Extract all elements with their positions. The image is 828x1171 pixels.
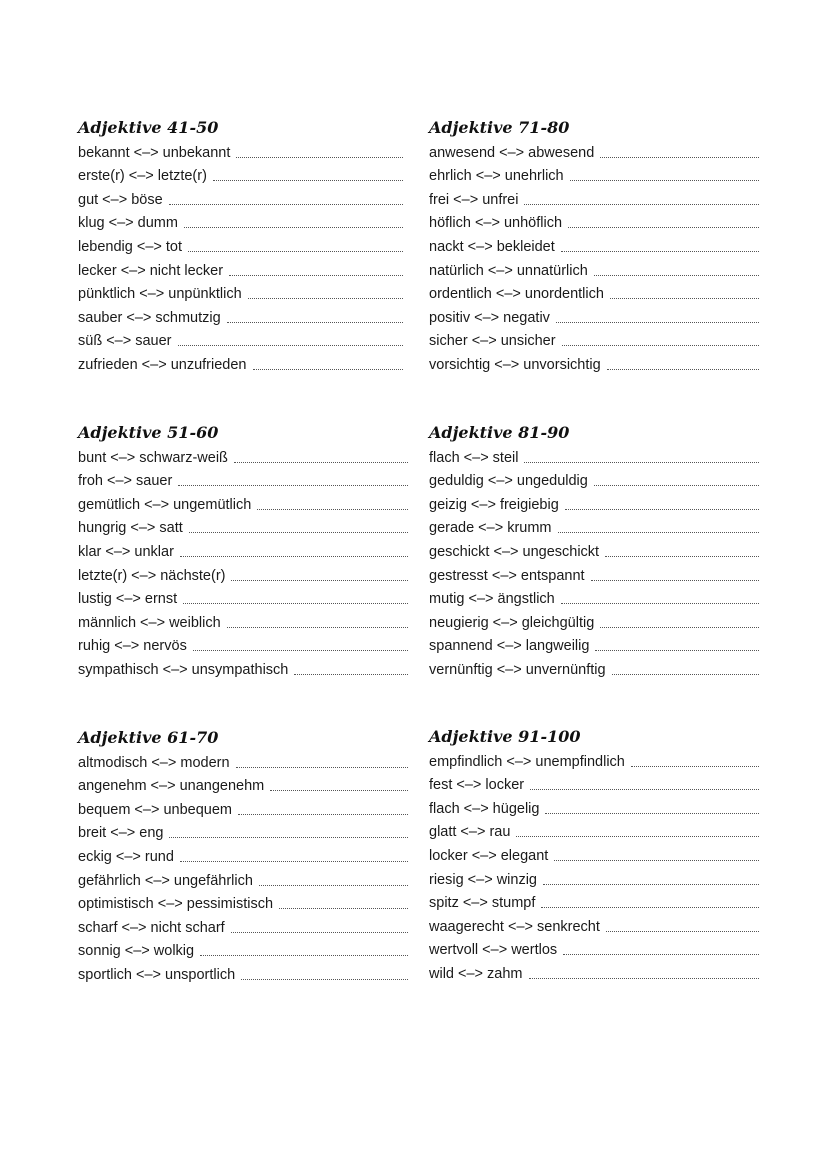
entry-text: klug <–> dumm	[78, 215, 178, 232]
answer-line	[279, 907, 408, 909]
answer-line	[213, 179, 403, 181]
entry	[429, 585, 759, 609]
entry	[429, 209, 759, 233]
entry	[78, 866, 408, 890]
entry	[78, 655, 408, 679]
entry	[429, 303, 759, 327]
answer-line	[248, 297, 403, 299]
entry	[78, 561, 408, 585]
entry	[429, 514, 759, 538]
entry-text: empfindlich <–> unempfindlich	[429, 753, 625, 770]
entry-text: gestresst <–> entspannt	[429, 567, 585, 584]
entry-text: ehrlich <–> unehrlich	[429, 168, 564, 185]
entry-text: lecker <–> nicht lecker	[78, 262, 224, 279]
answer-line	[570, 179, 759, 181]
answer-line	[180, 860, 408, 862]
answer-line	[188, 250, 403, 252]
entry-text: erste(r) <–> letzte(r)	[78, 168, 207, 185]
entry	[429, 794, 759, 818]
answer-line	[530, 788, 759, 790]
entry-text: gemütlich <–> ungemütlich	[78, 496, 252, 513]
entry	[429, 443, 759, 467]
entry	[78, 256, 403, 280]
entry	[78, 443, 408, 467]
answer-line	[541, 906, 759, 908]
answer-line	[178, 344, 404, 346]
answer-line	[227, 321, 403, 323]
entry	[78, 467, 408, 491]
entry-text: bequem <–> unbequem	[78, 801, 232, 818]
entry-text: gefährlich <–> ungefährlich	[78, 872, 253, 889]
entry-text: süß <–> sauer	[78, 333, 172, 350]
entry-text: riesig <–> winzig	[429, 871, 537, 888]
answer-line	[200, 954, 408, 956]
entry	[429, 608, 759, 632]
section-adjektive-41-50	[78, 118, 403, 374]
entry-text: spannend <–> langweilig	[429, 638, 590, 655]
entry-text: locker <–> elegant	[429, 847, 549, 864]
entry	[78, 842, 408, 866]
entry	[429, 771, 759, 795]
entry	[429, 138, 759, 162]
answer-line	[591, 579, 759, 581]
entry	[429, 185, 759, 209]
answer-line	[606, 930, 759, 932]
section-title: Adjektive 71-80	[429, 118, 570, 137]
entry	[429, 232, 759, 256]
answer-line	[562, 344, 759, 346]
entry	[429, 841, 759, 865]
entry-text: eckig <–> rund	[78, 848, 174, 865]
entry	[78, 937, 408, 961]
answer-line	[259, 884, 408, 886]
answer-line	[607, 368, 759, 370]
entry	[78, 632, 408, 656]
entry-text: nackt <–> bekleidet	[429, 238, 555, 255]
entry	[429, 936, 759, 960]
answer-line	[600, 626, 759, 628]
entry	[78, 585, 408, 609]
entry-text: geschickt <–> ungeschickt	[429, 543, 600, 560]
answer-line	[595, 649, 759, 651]
entry-text: bunt <–> schwarz-weiß	[78, 449, 228, 466]
entry	[78, 960, 408, 984]
entry	[78, 350, 403, 374]
entry	[78, 913, 408, 937]
entry	[429, 537, 759, 561]
answer-line	[180, 555, 408, 557]
answer-line	[605, 555, 759, 557]
entry-text: scharf <–> nicht scharf	[78, 919, 225, 936]
entry-text: mutig <–> ängstlich	[429, 591, 555, 608]
answer-line	[270, 789, 408, 791]
entry	[429, 912, 759, 936]
entry	[429, 327, 759, 351]
entry-text: altmodisch <–> modern	[78, 754, 230, 771]
entry	[429, 818, 759, 842]
entry-text: breit <–> eng	[78, 825, 164, 842]
answer-line	[184, 226, 403, 228]
entry-list	[78, 138, 403, 374]
entry	[78, 795, 408, 819]
entry-list	[78, 748, 408, 984]
entry	[78, 232, 403, 256]
entry-text: geduldig <–> ungeduldig	[429, 473, 588, 490]
answer-line	[253, 368, 404, 370]
answer-line	[516, 835, 759, 837]
entry-list	[429, 138, 759, 374]
entry-list	[429, 747, 759, 983]
answer-line	[610, 297, 759, 299]
entry-text: lustig <–> ernst	[78, 591, 178, 608]
entry-text: sonnig <–> wolkig	[78, 943, 195, 960]
entry-text: gerade <–> krumm	[429, 520, 552, 537]
entry-text: sauber <–> schmutzig	[78, 309, 221, 326]
section-adjektive-61-70	[78, 728, 408, 984]
answer-line	[169, 836, 408, 838]
answer-line	[554, 859, 759, 861]
entry-list	[78, 443, 408, 679]
entry	[78, 819, 408, 843]
entry	[429, 747, 759, 771]
entry	[78, 890, 408, 914]
answer-line	[231, 931, 408, 933]
entry-text: spitz <–> stumpf	[429, 895, 536, 912]
entry-text: wild <–> zahm	[429, 965, 523, 982]
entry-text: positiv <–> negativ	[429, 309, 550, 326]
answer-line	[227, 626, 408, 628]
answer-line	[631, 765, 759, 767]
entry	[429, 490, 759, 514]
entry-list	[429, 443, 759, 679]
entry	[78, 185, 403, 209]
entry-text: fest <–> locker	[429, 777, 525, 794]
entry-text: sicher <–> unsicher	[429, 333, 556, 350]
entry-text: glatt <–> rau	[429, 824, 511, 841]
entry-text: vorsichtig <–> unvorsichtig	[429, 356, 601, 373]
answer-line	[241, 978, 408, 980]
entry	[429, 865, 759, 889]
entry-text: ordentlich <–> unordentlich	[429, 286, 604, 303]
section-adjektive-51-60	[78, 423, 408, 679]
answer-line	[236, 156, 403, 158]
entry	[429, 959, 759, 983]
answer-line	[229, 274, 403, 276]
answer-line	[600, 156, 759, 158]
answer-line	[545, 812, 759, 814]
answer-line	[561, 250, 759, 252]
entry	[78, 748, 408, 772]
entry-text: frei <–> unfrei	[429, 191, 519, 208]
entry-text: waagerecht <–> senkrecht	[429, 918, 600, 935]
entry-text: anwesend <–> abwesend	[429, 144, 595, 161]
entry-text: geizig <–> freigiebig	[429, 496, 559, 513]
answer-line	[183, 602, 408, 604]
entry-text: optimistisch <–> pessimistisch	[78, 896, 274, 913]
entry-text: flach <–> hügelig	[429, 800, 540, 817]
section-adjektive-91-100	[429, 727, 759, 983]
answer-line	[257, 508, 408, 510]
entry	[78, 327, 403, 351]
entry	[429, 655, 759, 679]
entry	[78, 303, 403, 327]
entry	[429, 632, 759, 656]
entry-text: männlich <–> weiblich	[78, 614, 221, 631]
answer-line	[594, 484, 759, 486]
entry-text: natürlich <–> unnatürlich	[429, 262, 588, 279]
entry	[429, 350, 759, 374]
answer-line	[294, 673, 408, 675]
entry	[78, 138, 403, 162]
answer-line	[234, 461, 408, 463]
entry	[78, 514, 408, 538]
entry	[429, 162, 759, 186]
section-adjektive-81-90	[429, 423, 759, 679]
answer-line	[558, 531, 759, 533]
entry	[429, 467, 759, 491]
entry-text: lebendig <–> tot	[78, 238, 183, 255]
section-adjektive-71-80	[429, 118, 759, 374]
answer-line	[568, 226, 759, 228]
answer-line	[556, 321, 759, 323]
entry	[429, 889, 759, 913]
answer-line	[524, 203, 759, 205]
entry-text: klar <–> unklar	[78, 543, 174, 560]
answer-line	[543, 883, 759, 885]
section-title: Adjektive 41-50	[78, 118, 219, 137]
entry	[78, 537, 408, 561]
entry-text: froh <–> sauer	[78, 473, 173, 490]
answer-line	[189, 531, 408, 533]
entry-text: ruhig <–> nervös	[78, 638, 187, 655]
answer-line	[231, 579, 408, 581]
answer-line	[563, 953, 759, 955]
answer-line	[178, 484, 408, 486]
answer-line	[565, 508, 759, 510]
entry-text: flach <–> steil	[429, 449, 519, 466]
entry-text: wertvoll <–> wertlos	[429, 942, 558, 959]
entry-text: letzte(r) <–> nächste(r)	[78, 567, 226, 584]
entry	[429, 561, 759, 585]
entry	[78, 608, 408, 632]
entry-text: sympathisch <–> unsympathisch	[78, 661, 289, 678]
section-title: Adjektive 91-100	[429, 727, 581, 746]
entry-text: bekannt <–> unbekannt	[78, 144, 231, 161]
entry	[78, 280, 403, 304]
entry	[78, 772, 408, 796]
answer-line	[238, 813, 408, 815]
entry	[78, 162, 403, 186]
entry-text: sportlich <–> unsportlich	[78, 966, 236, 983]
entry-text: pünktlich <–> unpünktlich	[78, 286, 242, 303]
entry-text: neugierig <–> gleichgültig	[429, 614, 595, 631]
answer-line	[612, 673, 759, 675]
entry	[429, 280, 759, 304]
section-title: Adjektive 81-90	[429, 423, 570, 442]
entry	[78, 209, 403, 233]
answer-line	[561, 602, 759, 604]
entry-text: höflich <–> unhöflich	[429, 215, 563, 232]
entry-text: zufrieden <–> unzufrieden	[78, 356, 247, 373]
answer-line	[529, 977, 760, 979]
section-title: Adjektive 51-60	[78, 423, 219, 442]
entry-text: gut <–> böse	[78, 191, 163, 208]
entry	[429, 256, 759, 280]
entry	[78, 490, 408, 514]
answer-line	[594, 274, 759, 276]
entry-text: vernünftig <–> unvernünftig	[429, 661, 606, 678]
answer-line	[236, 766, 408, 768]
answer-line	[193, 649, 408, 651]
entry-text: hungrig <–> satt	[78, 520, 183, 537]
entry-text: angenehm <–> unangenehm	[78, 778, 265, 795]
answer-line	[524, 461, 759, 463]
section-title: Adjektive 61-70	[78, 728, 219, 747]
answer-line	[169, 203, 403, 205]
